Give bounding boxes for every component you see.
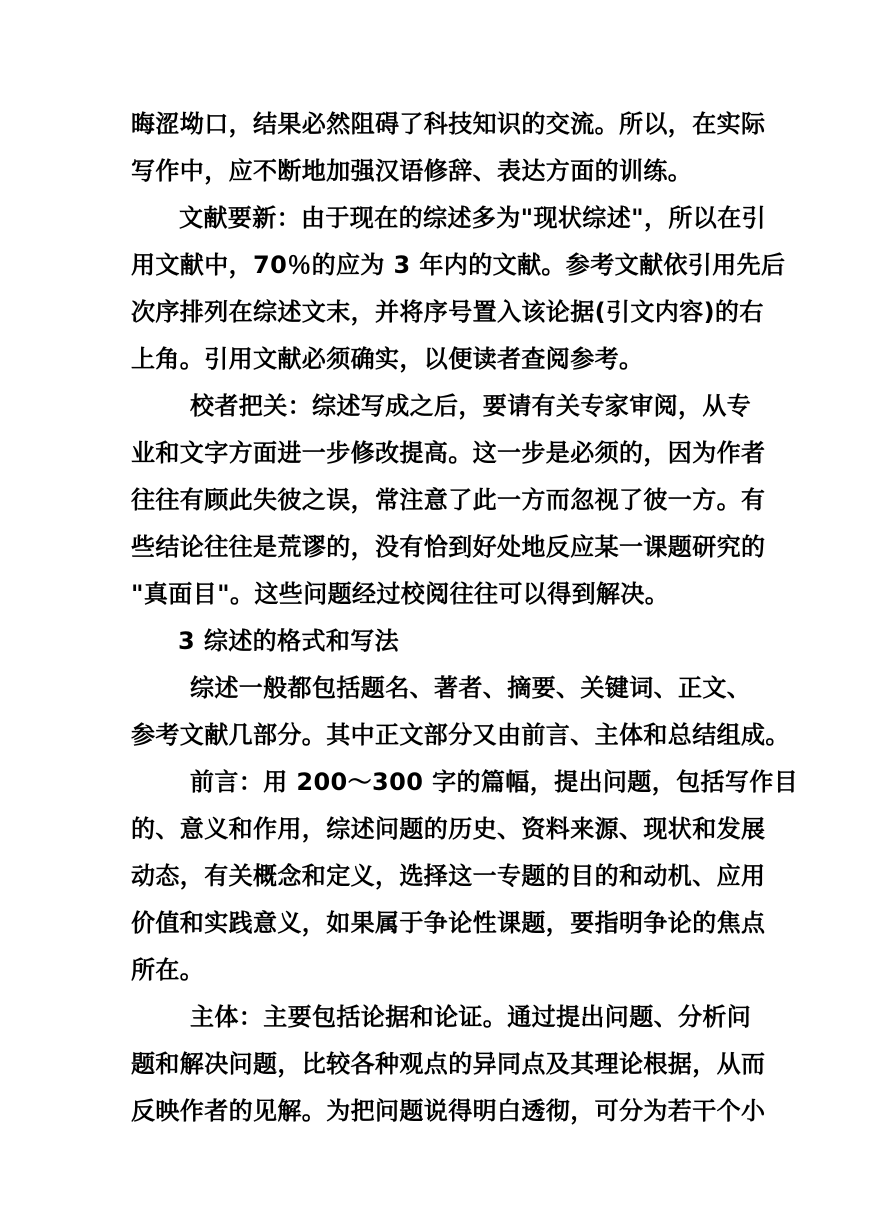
text-line: 些结论往往是荒谬的，没有恰到好处地反应某一课题研究的 <box>131 533 766 561</box>
text-line: 业和文字方面进一步修改提高。这一步是必须的，因为作者 <box>131 439 766 467</box>
text-line: 参考文献几部分。其中正文部分又由前言、主体和总结组成。 <box>131 721 790 749</box>
text-line: 用文献中，70％的应为 3 年内的文献。参考文献依引用先后 <box>131 251 786 279</box>
text-line: 动态，有关概念和定义，选择这一专题的目的和动机、应用 <box>131 862 766 890</box>
text-line: 晦涩坳口，结果必然阻碍了科技知识的交流。所以，在实际 <box>131 110 766 138</box>
text-line: 价值和实践意义，如果属于争论性课题，要指明争论的焦点 <box>131 909 766 937</box>
text-line: 反映作者的见解。为把问题说得明白透彻，可分为若干个小 <box>131 1097 766 1125</box>
paragraph-first-line: 校者把关：综述写成之后，要请有关专家审阅，从专 <box>190 392 752 420</box>
text-line: 上角。引用文献必须确实，以便读者查阅参考。 <box>131 345 644 373</box>
text-line: 所在。 <box>131 956 205 984</box>
paragraph-first-line: 前言：用 200～300 字的篇幅，提出问题，包括写作目 <box>190 768 799 796</box>
paragraph-first-line: 文献要新：由于现在的综述多为"现状综述"，所以在引 <box>179 204 767 232</box>
paragraph-first-line: 主体：主要包括论据和论证。通过提出问题、分析问 <box>190 1003 752 1031</box>
text-line: 次序排列在综述文末，并将序号置入该论据(引文内容)的右 <box>131 298 764 326</box>
text-line: "真面目"。这些问题经过校阅往往可以得到解决。 <box>131 580 670 608</box>
section-heading: 3 综述的格式和写法 <box>178 627 400 655</box>
text-line: 写作中，应不断地加强汉语修辞、表达方面的训练。 <box>131 157 693 185</box>
text-line: 题和解决问题，比较各种观点的异同点及其理论根据，从而 <box>131 1050 766 1078</box>
text-line: 的、意义和作用，综述问题的历史、资料来源、现状和发展 <box>131 815 766 843</box>
paragraph-first-line: 综述一般都包括题名、著者、摘要、关键词、正文、 <box>190 674 752 702</box>
text-line: 往往有顾此失彼之误，常注意了此一方而忽视了彼一方。有 <box>131 486 766 514</box>
